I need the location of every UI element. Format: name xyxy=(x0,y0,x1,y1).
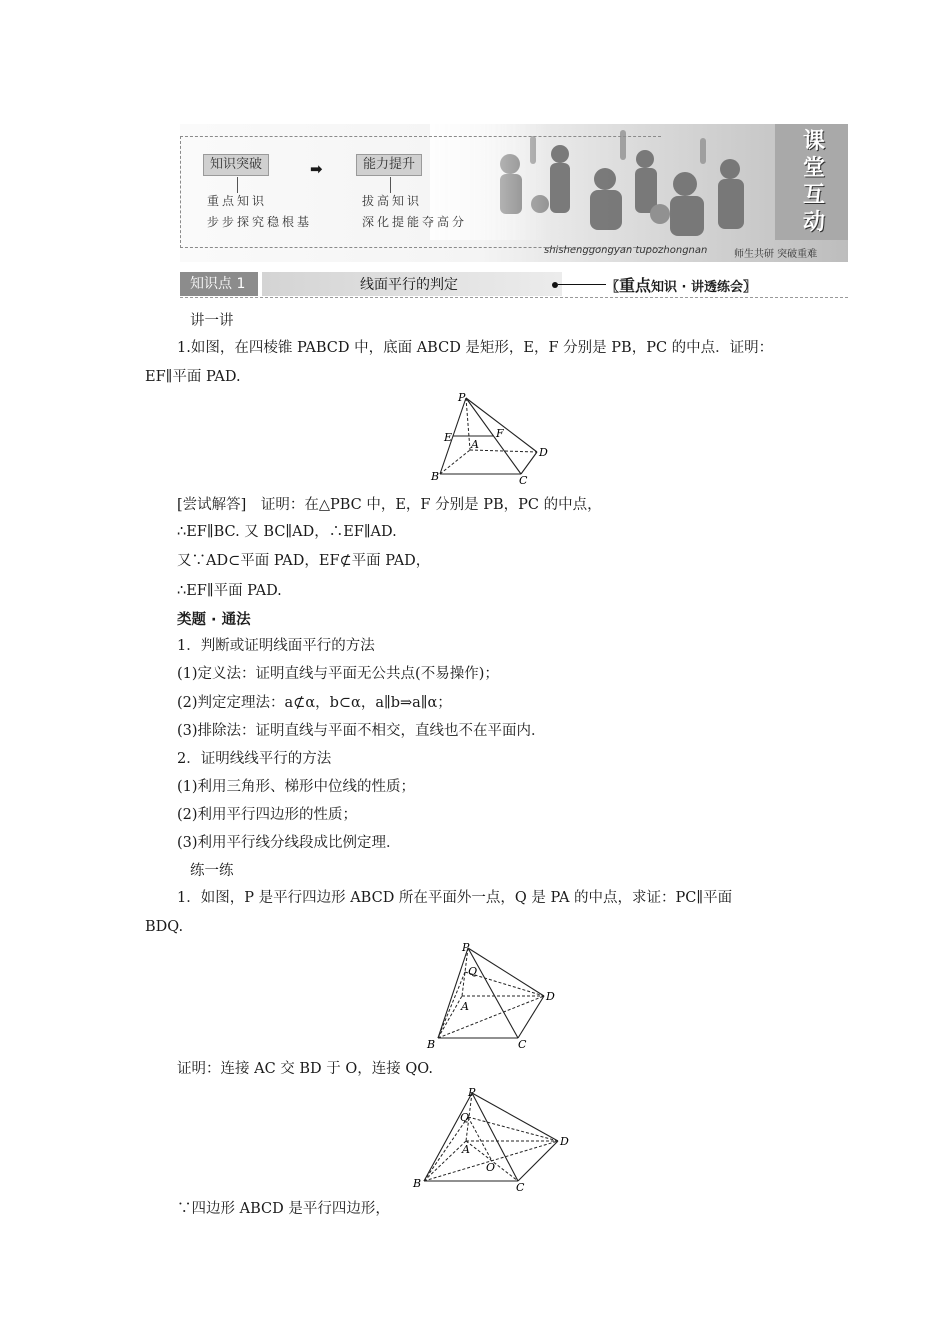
label-O: O xyxy=(486,1161,496,1174)
label-B: B xyxy=(413,1177,422,1190)
method-2-1: (1)利用三角形、梯形中位线的性质； xyxy=(177,779,416,795)
answer-line2: ∴EF∥BC. 又 BC∥AD，∴EF∥AD. xyxy=(177,524,397,540)
practice-1-line2: BDQ. xyxy=(145,919,184,935)
method-1: 1．判断或证明线面平行的方法 xyxy=(177,638,375,654)
label-A: A xyxy=(462,1143,470,1156)
tag-knowledge-breakthrough: 知识突破 xyxy=(203,154,269,176)
connector-line xyxy=(237,177,238,193)
method-2-3: (3)利用平行线分线段成比例定理． xyxy=(177,835,401,851)
tag-ability-boost: 能力提升 xyxy=(356,154,422,176)
label-B: B xyxy=(431,470,440,483)
method-1-2: (2)判定定理法：a⊄α，b⊂α，a∥b⇒a∥α； xyxy=(177,695,452,711)
label-P: P xyxy=(462,941,470,954)
method-1-3: (3)排除法：证明直线与平面不相交，直线也不在平面内． xyxy=(177,723,546,739)
label-D: D xyxy=(560,1135,569,1148)
answer-line3: 又∵AD⊂平面 PAD，EF⊄平面 PAD， xyxy=(177,553,431,569)
label-C: C xyxy=(518,1038,527,1051)
label-B: B xyxy=(427,1038,436,1051)
label-Q: Q xyxy=(468,965,478,978)
question-1-line2: EF∥平面 PAD. xyxy=(145,369,241,385)
label-C: C xyxy=(516,1181,525,1193)
figure-pyramid-1 xyxy=(430,390,560,485)
practice-1-line1: 1．如图，P 是平行四边形 ABCD 所在平面外一点，Q 是 PA 的中点，求证：PC∥平面 xyxy=(177,890,733,906)
answer-line1: [尝试解答] 证明：在△PBC 中，E，F 分别是 PB，PC 的中点， xyxy=(177,497,602,513)
heading-lecture: 讲一讲 xyxy=(190,313,234,329)
knowledge-point-label: 知识点 1 xyxy=(180,272,258,296)
figure-pyramid-3 xyxy=(410,1085,575,1193)
divider xyxy=(180,297,848,298)
label-Q: Q xyxy=(460,1111,470,1124)
label-D: D xyxy=(539,446,548,459)
bullet-dot xyxy=(552,282,558,288)
answer-line4: ∴EF∥平面 PAD. xyxy=(177,583,282,599)
method-2-2: (2)利用平行四边形的性质； xyxy=(177,807,358,823)
knowledge-point-title: 线面平行的判定 xyxy=(360,277,458,293)
practice-proof-line2: ∵四边形 ABCD 是平行四边形， xyxy=(177,1201,390,1217)
label-A: A xyxy=(471,438,479,451)
heading-practice: 练一练 xyxy=(190,863,234,879)
connector-line xyxy=(390,177,391,193)
method-1-1: (1)定义法：证明直线与平面无公共点(不易操作)； xyxy=(177,666,499,682)
method-2: 2．证明线线平行的方法 xyxy=(177,751,332,767)
label-C: C xyxy=(519,474,528,485)
label-P: P xyxy=(458,391,466,404)
label-F: F xyxy=(496,427,504,440)
label-E: E xyxy=(444,431,453,444)
knowledge-point-tagline: 〖重点知识 · 讲透练会〗 xyxy=(606,276,757,295)
divider xyxy=(558,284,606,285)
slogan-pinyin: shishenggongyan tupozhongnan xyxy=(544,245,708,256)
banner-right-line2: 深化提能夺高分 xyxy=(362,215,468,229)
practice-proof-line1: 证明：连接 AC 交 BD 于 O，连接 QO. xyxy=(177,1061,433,1077)
slogan-text: 师生共研 突破重难 xyxy=(734,249,818,260)
label-P: P xyxy=(468,1086,476,1099)
arrow-icon: ➡ xyxy=(310,160,323,178)
label-A: A xyxy=(461,1000,469,1013)
side-title: 课 堂 互 动 xyxy=(802,129,825,235)
heading-method: 类题 · 通法 xyxy=(177,612,251,628)
banner-left-line2: 步步探究稳根基 xyxy=(207,215,313,229)
question-1-line1: 1.如图，在四棱锥 PABCD 中，底面 ABCD 是矩形，E，F 分别是 PB，PC 的中点．证明： xyxy=(177,340,774,356)
banner-left-line1: 重点知识 xyxy=(207,194,268,208)
banner-right-line1: 拔高知识 xyxy=(362,194,423,208)
figure-pyramid-2 xyxy=(422,940,562,1052)
label-D: D xyxy=(546,990,555,1003)
